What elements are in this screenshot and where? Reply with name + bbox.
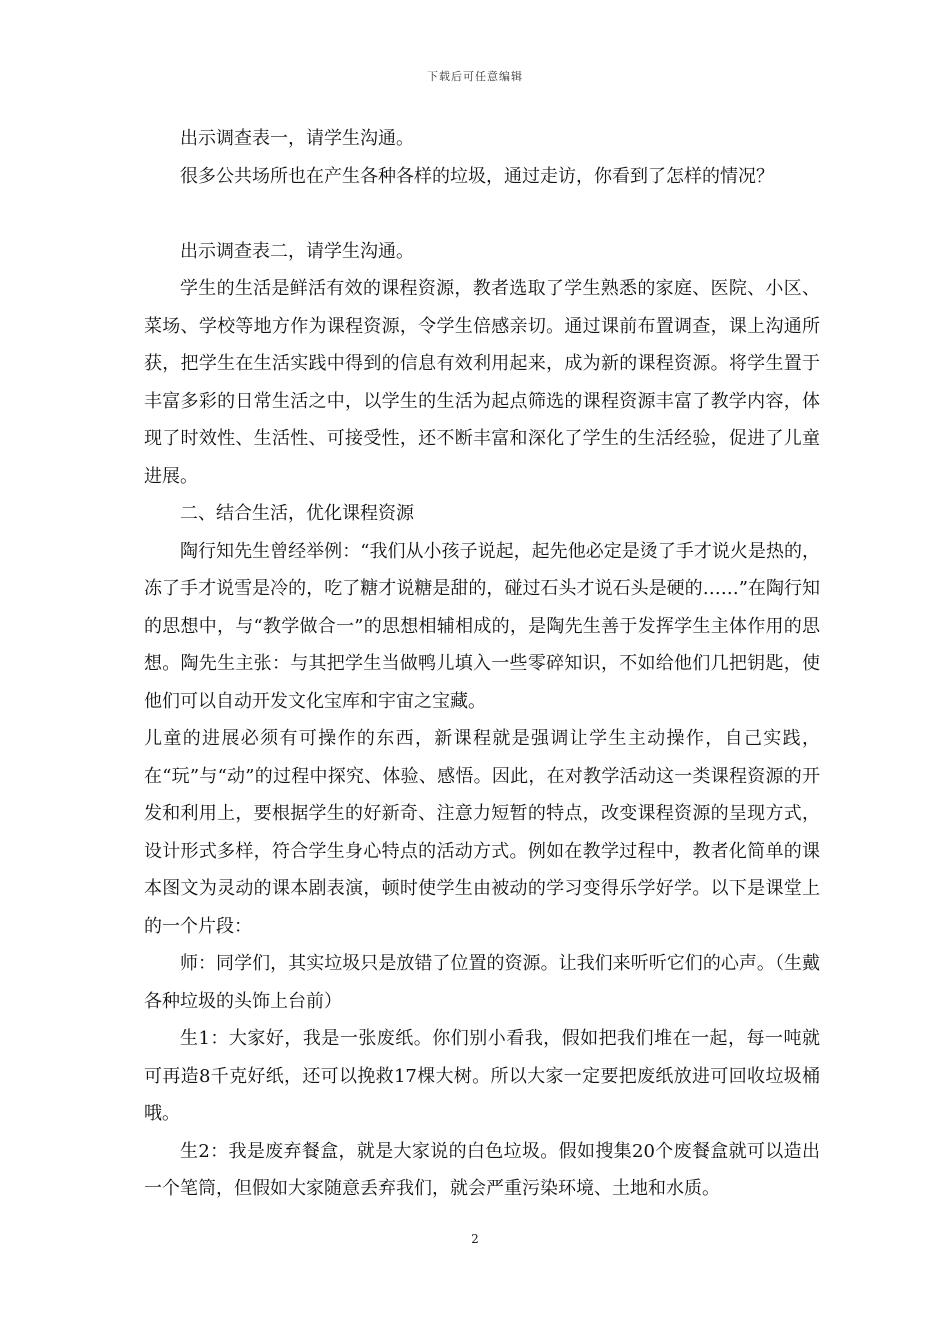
blank-line: [144, 195, 820, 233]
paragraph-student-1: 生1：大家好，我是一张废纸。你们别小看我，假如把我们堆在一起，每一吨就可再造8千克好纸，还可以挽救17棵大树。所以大家一定要把废纸放进可回收垃圾桶哦。: [144, 1028, 820, 1124]
paragraph-life-resources: 学生的生活是鲜活有效的课程资源，教者选取了学生熟悉的家庭、医院、小区、菜场、学校等地方作为课程资源，令学生倍感亲切。通过课前布置调查，课上沟通所获，把学生在生活实践中得到的信息有效利用起来，成为新的课程资源。将学生置于丰富多彩的日常生活之中，以学生的生活为起点筛选的课程资源丰富了教学内容，体现了时效性、生活性、可接受性，还不断丰富和深化了学生的生活经验，促进了儿童进展。: [144, 278, 820, 487]
paragraph-survey-2: 出示调查表二，请学生沟通。: [180, 240, 414, 262]
document-body: [144, 120, 820, 1208]
page-header-note: 下载后可任意编辑: [427, 70, 523, 83]
page-number: 2: [471, 1232, 479, 1246]
paragraph-teacher-line: 师：同学们，其实垃圾只是放错了位置的资源。让我们来听听它们的心声。（生戴各种垃圾的头饰上台前）: [144, 953, 820, 1012]
paragraph-question: 很多公共场所也在产生各种各样的垃圾，通过走访，你看到了怎样的情况？: [180, 165, 774, 187]
paragraph-student-2: 生2：我是废弃餐盒，就是大家说的白色垃圾。假如搜集20个废餐盒就可以造出一个笔筒，但假如大家随意丢弃我们，就会严重污染环境、土地和水质。: [144, 1140, 820, 1199]
paragraph-child-development: 儿童的进展必须有可操作的东西，新课程就是强调让学生主动操作，自己实践，在“玩”与“动”的过程中探究、体验、感悟。因此，在对教学活动这一类课程资源的开发和利用上，要根据学生的好新奇、注意力短暂的特点，改变课程资源的呈现方式，设计形式多样，符合学生身心特点的活动方式。例如在教学过程中，教者化简单的课本图文为灵动的课本剧表演，顿时使学生由被动的学习变得乐学好学。以下是课堂上的一个片段：: [144, 728, 820, 937]
paragraph-tao-xingzhi: 陶行知先生曾经举例：“我们从小孩子说起，起先他必定是烫了手才说火是热的，冻了手才说雪是冷的，吃了糖才说糖是甜的，碰过石头才说石头是硬的……”在陶行知的思想中，与“教学做合一”的思想相辅相成的，是陶先生善于发挥学生主体作用的思想。陶先生主张：与其把学生当做鸭儿填入一些零碎知识，不如给他们几把钥匙，使他们可以自动开发文化宝库和宇宙之宝藏。: [144, 540, 820, 712]
paragraph-survey-1: 出示调查表一，请学生沟通。: [180, 128, 414, 149]
section-heading: 二、结合生活，优化课程资源: [180, 503, 414, 524]
